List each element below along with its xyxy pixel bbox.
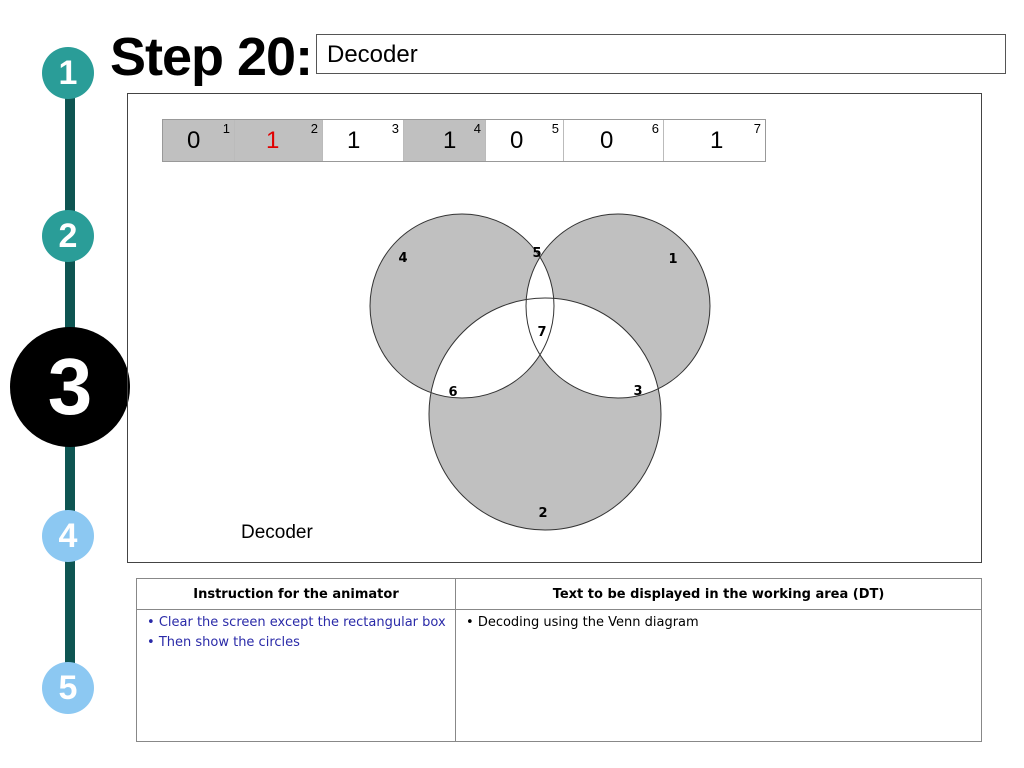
page-title: Step 20:	[110, 27, 313, 87]
bit-index: 6	[651, 121, 659, 136]
instruction-text-1: Clear the screen except the rectangular box	[158, 615, 446, 630]
instruction-table	[136, 578, 982, 742]
working-area-label: Decoder	[241, 522, 313, 543]
bit-index: 3	[391, 121, 399, 136]
bit-value: 1	[710, 127, 724, 154]
step-3-dot-active[interactable]	[10, 327, 130, 447]
codeword-bar	[162, 119, 766, 162]
bit-cell-3	[323, 120, 404, 161]
instruction-item: • Then show the circles	[147, 635, 300, 650]
step-2-number: 2	[58, 216, 78, 255]
title-box: Decoder	[316, 34, 1006, 74]
bit-cell-7	[664, 120, 765, 161]
bit-value: 0	[510, 127, 524, 154]
bit-value: 1	[266, 127, 280, 154]
bit-cell-1	[163, 120, 235, 161]
display-text-1: Decoding using the Venn diagram	[477, 615, 699, 630]
region-label-1: 1	[668, 252, 678, 267]
region-label-3: 3	[633, 384, 643, 399]
bit-value: 1	[347, 127, 361, 154]
header-display-text: Text to be displayed in the working area (DT)	[456, 579, 982, 610]
instruction-text-2: Then show the circles	[158, 635, 300, 650]
step-3-number: 3	[47, 342, 93, 431]
step-5-number: 5	[58, 668, 78, 707]
venn-diagram	[360, 195, 720, 535]
region-label-4: 4	[398, 251, 408, 266]
instruction-item: • Clear the screen except the rectangular box	[147, 615, 446, 630]
bit-index: 4	[473, 121, 481, 136]
step-4-number: 4	[58, 516, 78, 555]
bit-index: 5	[551, 121, 559, 136]
instruction-cell	[137, 610, 456, 742]
bit-cell-6	[564, 120, 664, 161]
region-label-5: 5	[532, 246, 542, 261]
bit-cell-5	[486, 120, 564, 161]
bit-value: 1	[443, 127, 457, 154]
bit-index: 1	[222, 121, 230, 136]
bit-cell-4	[404, 120, 486, 161]
step-1-dot[interactable]	[42, 47, 94, 99]
region-label-7: 7	[537, 325, 547, 340]
step-1-number: 1	[58, 53, 78, 92]
region-label-2: 2	[538, 506, 548, 521]
display-text-item: • Decoding using the Venn diagram	[466, 615, 699, 630]
display-text-cell	[456, 610, 982, 742]
bit-index: 2	[310, 121, 318, 136]
step-2-dot[interactable]	[42, 210, 94, 262]
bit-cell-2	[235, 120, 323, 161]
header-instruction: Instruction for the animator	[137, 579, 456, 610]
bit-index: 7	[753, 121, 761, 136]
region-label-6: 6	[448, 385, 458, 400]
step-4-dot[interactable]	[42, 510, 94, 562]
bit-value: 0	[187, 127, 201, 154]
bit-value: 0	[600, 127, 614, 154]
step-5-dot[interactable]	[42, 662, 94, 714]
